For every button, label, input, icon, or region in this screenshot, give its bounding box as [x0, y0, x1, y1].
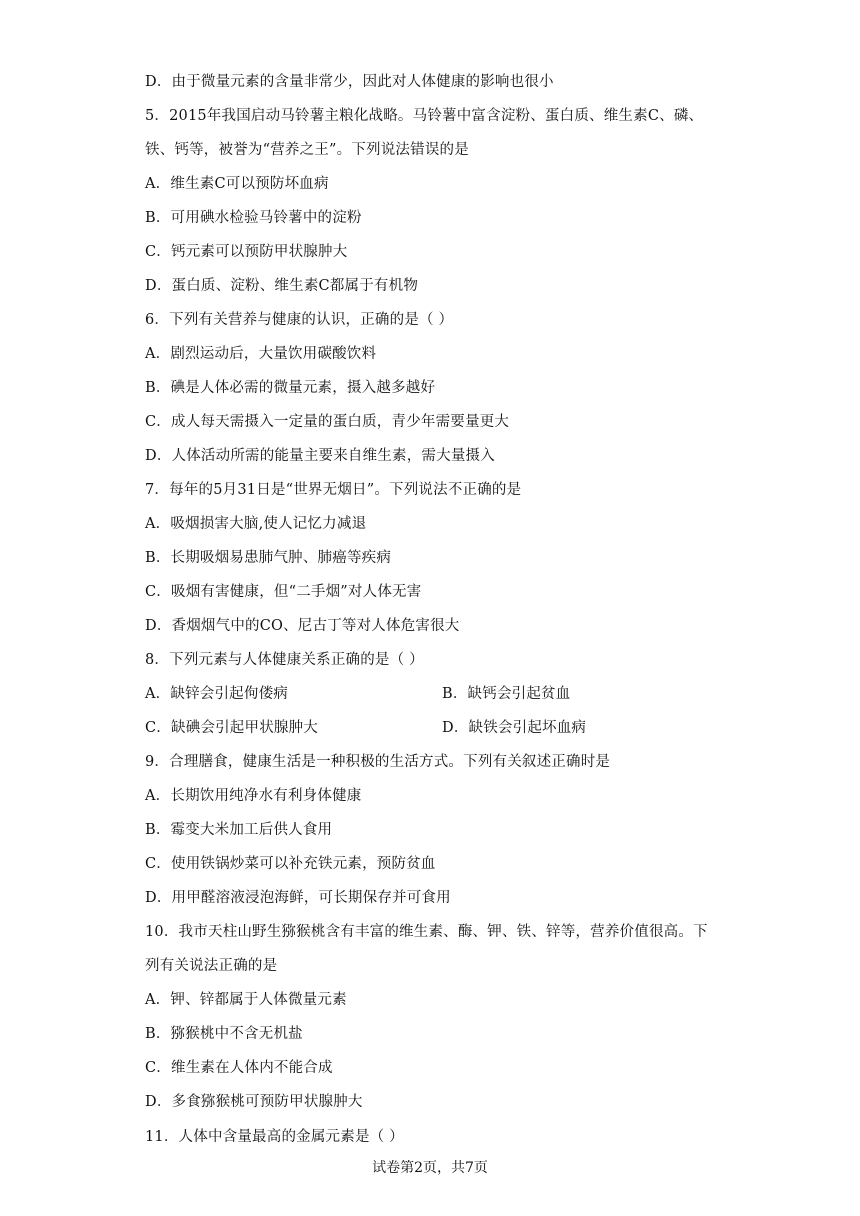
- q7-stem: 7．每年的5月31日是“世界无烟日”。下列说法不正确的是: [145, 482, 522, 498]
- q7-option-a: A．吸烟损害大脑,使人记忆力减退: [145, 516, 367, 532]
- q6-stem: 6．下列有关营养与健康的认识，正确的是（ ）: [145, 312, 454, 328]
- q7-option-d: D．香烟烟气中的CO、尼古丁等对人体危害很大: [145, 618, 460, 634]
- q8-option-c: C．缺碘会引起甲状腺肿大: [145, 720, 318, 736]
- q10-option-c: C．维生素在人体内不能合成: [145, 1060, 333, 1076]
- q10-stem-line1: 10．我市天柱山野生猕猴桃含有丰富的维生素、酶、钾、铁、锌等，营养价值很高。下: [145, 924, 708, 940]
- q5-option-d: D．蛋白质、淀粉、维生素C都属于有机物: [145, 278, 419, 294]
- q7-option-c: C．吸烟有害健康，但“二手烟”对人体无害: [145, 584, 422, 600]
- q8-stem: 8．下列元素与人体健康关系正确的是（ ）: [145, 652, 424, 668]
- q6-option-b: B．碘是人体必需的微量元素，摄入越多越好: [145, 380, 436, 396]
- q5-stem-line2: 铁、钙等，被誉为“营养之王”。下列说法错误的是: [145, 142, 469, 158]
- q8-option-a: A．缺锌会引起佝偻病: [145, 686, 288, 702]
- q6-option-d: D．人体活动所需的能量主要来自维生素，需大量摄入: [145, 448, 495, 464]
- page-footer: 试卷第2页，共7页: [372, 1160, 488, 1176]
- q5-option-b: B．可用碘水检验马铃薯中的淀粉: [145, 210, 362, 226]
- q6-option-c: C．成人每天需摄入一定量的蛋白质，青少年需要量更大: [145, 414, 510, 430]
- q10-option-d: D．多食猕猴桃可预防甲状腺肿大: [145, 1094, 363, 1110]
- q10-option-a: A．钾、锌都属于人体微量元素: [145, 992, 347, 1008]
- q9-option-d: D．用甲醛溶液浸泡海鲜，可长期保存并可食用: [145, 890, 451, 906]
- q10-stem-line2: 列有关说法正确的是: [145, 958, 278, 974]
- q5-option-a: A．维生素C可以预防坏血病: [145, 176, 329, 192]
- q4-option-d: D．由于微量元素的含量非常少，因此对人体健康的影响也很小: [145, 74, 554, 90]
- q9-option-a: A．长期饮用纯净水有利身体健康: [145, 788, 362, 804]
- q5-stem-line1: 5．2015年我国启动马铃薯主粮化战略。马铃薯中富含淀粉、蛋白质、维生素C、磷、: [145, 108, 704, 124]
- q10-option-b: B．猕猴桃中不含无机盐: [145, 1026, 303, 1042]
- q11-stem: 11．人体中含量最高的金属元素是（ ）: [145, 1129, 404, 1145]
- q9-option-b: B．霉变大米加工后供人食用: [145, 822, 333, 838]
- q6-option-a: A．剧烈运动后，大量饮用碳酸饮料: [145, 346, 377, 362]
- q8-option-d: D．缺铁会引起坏血病: [442, 720, 587, 736]
- q9-option-c: C．使用铁锅炒菜可以补充铁元素，预防贫血: [145, 856, 436, 872]
- q8-option-b: B．缺钙会引起贫血: [442, 686, 571, 702]
- q5-option-c: C．钙元素可以预防甲状腺肿大: [145, 244, 348, 260]
- q9-stem: 9．合理膳食，健康生活是一种积极的生活方式。下列有关叙述正确时是: [145, 754, 611, 770]
- q7-option-b: B．长期吸烟易患肺气肿、肺癌等疾病: [145, 550, 392, 566]
